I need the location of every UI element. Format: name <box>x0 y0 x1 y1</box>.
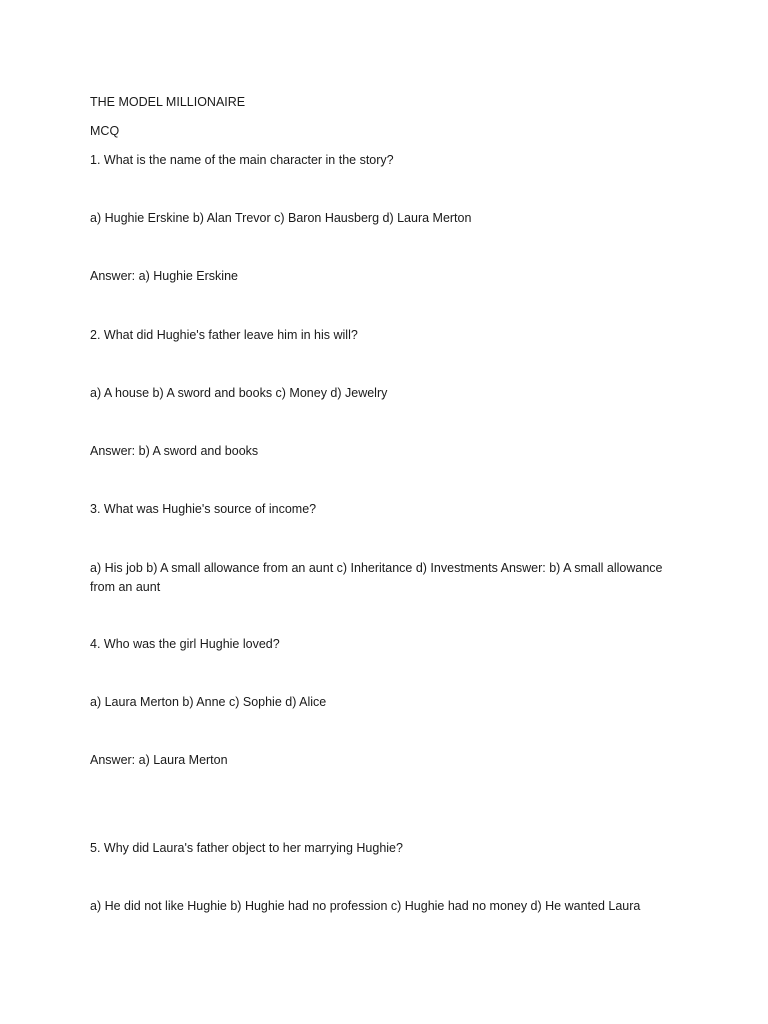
options-1: a) Hughie Erskine b) Alan Trevor c) Baron Hausberg d) Laura Merton <box>90 211 472 225</box>
options-answer-3: a) His job b) A small allowance from an aunt c) Inheritance d) Investments Answer: b) A small allowance from an aunt <box>90 561 663 594</box>
question-1: 1. What is the name of the main character in the story? <box>90 153 394 167</box>
document-subtitle: MCQ <box>90 124 120 138</box>
answer-2: Answer: b) A sword and books <box>90 444 259 458</box>
options-2: a) A house b) A sword and books c) Money d) Jewelry <box>90 386 388 400</box>
options-5: a) He did not like Hughie b) Hughie had no profession c) Hughie had no money d) He wanted Laura <box>90 899 641 913</box>
question-4: 4. Who was the girl Hughie loved? <box>90 637 280 651</box>
answer-4: Answer: a) Laura Merton <box>90 753 228 767</box>
options-4: a) Laura Merton b) Anne c) Sophie d) Alice <box>90 695 327 709</box>
question-5: 5. Why did Laura's father object to her marrying Hughie? <box>90 841 403 855</box>
answer-1: Answer: a) Hughie Erskine <box>90 269 238 283</box>
question-3: 3. What was Hughie's source of income? <box>90 502 317 516</box>
question-2: 2. What did Hughie's father leave him in his will? <box>90 328 358 342</box>
document-title: THE MODEL MILLIONAIRE <box>90 95 246 109</box>
